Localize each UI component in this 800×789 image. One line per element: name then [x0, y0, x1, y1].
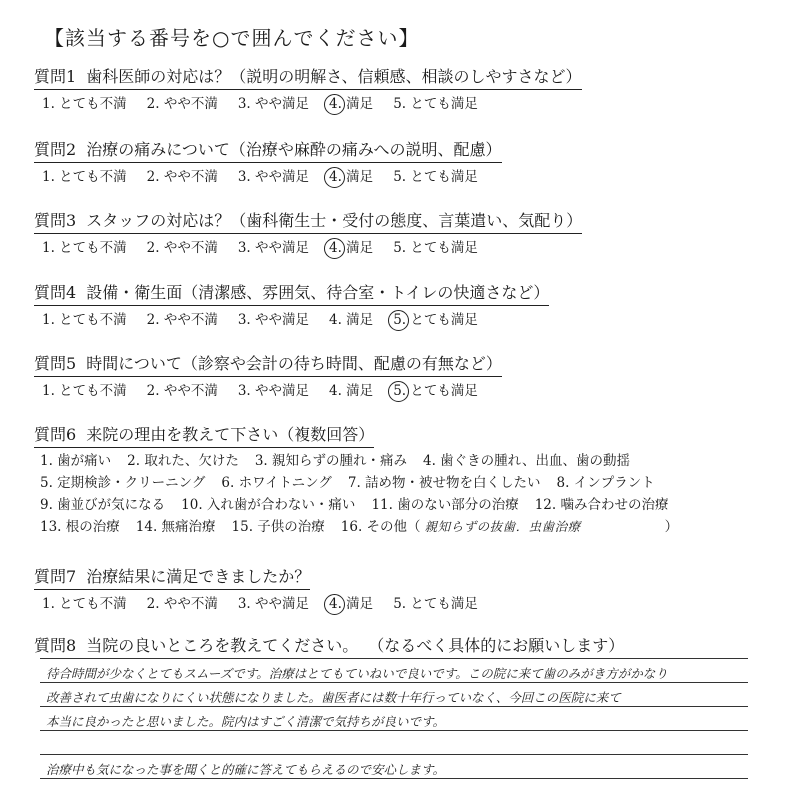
option-3[interactable]: 3. やや満足: [237, 240, 310, 256]
reason-5[interactable]: 5. 定期検診・クリーニング: [40, 475, 206, 491]
question-5-text: 時間について（診察や会計の待ち時間、配慮の有無など）: [86, 354, 502, 373]
answer-line: [40, 682, 748, 683]
question-4: [34, 282, 774, 331]
option-2[interactable]: 2. やや不満: [146, 383, 218, 399]
option-2[interactable]: 2. やや不満: [146, 96, 218, 112]
option-3[interactable]: 3. やや満足: [237, 312, 310, 328]
reason-11[interactable]: 11. 歯のない部分の治療: [371, 497, 519, 513]
option-1[interactable]: 1. とても不満: [42, 596, 127, 612]
other-handwritten-text[interactable]: 親知らずの抜歯．虫歯治療: [424, 519, 581, 534]
option-3[interactable]: 3. やや満足: [237, 383, 310, 399]
answer-line: [40, 754, 748, 755]
question-1-title: [34, 66, 582, 90]
option-2[interactable]: 2. やや不満: [146, 240, 218, 256]
answer-text-line-5: 治療中も気になった事を聞くと的確に答えてもらえるので安心します。: [46, 762, 446, 777]
option-2[interactable]: 2. やや不満: [146, 596, 218, 612]
option-2[interactable]: 2. やや不満: [146, 169, 218, 185]
question-8-number: 質問8: [34, 636, 77, 655]
question-3: [34, 210, 774, 259]
option-1[interactable]: 1. とても不満: [42, 383, 127, 399]
question-5-options: [34, 380, 774, 402]
question-6: [34, 424, 774, 538]
reason-2[interactable]: 2. 取れた、欠けた: [127, 453, 239, 469]
option-5[interactable]: 5. とても満足: [393, 169, 478, 185]
question-2-options: [34, 166, 774, 188]
question-3-options: [34, 237, 774, 259]
option-4-selected[interactable]: 4. 満足: [329, 593, 373, 615]
option-1[interactable]: 1. とても不満: [42, 96, 127, 112]
question-6-row-3: [34, 494, 774, 516]
answer-text-line-3: 本当に良かったと思いました。院内はすごく清潔で気持ちが良いです。: [46, 714, 446, 729]
answer-line: [40, 730, 748, 731]
option-2[interactable]: 2. やや不満: [146, 312, 218, 328]
option-4[interactable]: 4. 満足: [329, 312, 374, 328]
answer-line: [40, 658, 748, 659]
option-5[interactable]: 5. とても満足: [393, 240, 478, 256]
option-1[interactable]: 1. とても不満: [42, 312, 127, 328]
reason-6[interactable]: 6. ホワイトニング: [221, 475, 332, 491]
question-6-title: [34, 424, 374, 448]
reason-7[interactable]: 7. 詰め物・被せ物を白くしたい: [347, 475, 541, 491]
question-6-text: 来院の理由を教えて下さい（複数回答）: [86, 425, 375, 444]
option-4-selected[interactable]: 4. 満足: [329, 93, 373, 115]
reason-10[interactable]: 10. 入れ歯が合わない・痛い: [181, 497, 356, 513]
reason-1[interactable]: 1. 歯が痛い: [40, 453, 112, 469]
answer-line: [40, 706, 748, 707]
instruction-header: 【該当する番号を○で囲んでください】: [44, 26, 420, 50]
question-1-number: 質問1: [34, 67, 77, 86]
other-close-paren: ）: [664, 519, 679, 535]
reason-9[interactable]: 9. 歯並びが気になる: [40, 497, 166, 513]
option-5[interactable]: 5. とても満足: [393, 96, 478, 112]
option-3[interactable]: 3. やや満足: [237, 596, 310, 612]
question-7: [34, 566, 774, 615]
question-6-row-1: [34, 450, 774, 472]
question-4-title: [34, 282, 549, 306]
question-8-title: [34, 635, 624, 658]
option-3[interactable]: 3. やや満足: [237, 169, 310, 185]
option-4-selected[interactable]: 4. 満足: [329, 166, 373, 188]
question-7-text: 治療結果に満足できましたか？: [86, 567, 311, 586]
question-5: [34, 353, 774, 402]
question-4-number: 質問4: [34, 283, 77, 302]
option-1[interactable]: 1. とても不満: [42, 169, 127, 185]
question-8: [34, 635, 774, 658]
reason-13[interactable]: 13. 根の治療: [40, 519, 120, 535]
option-4-selected[interactable]: 4. 満足: [329, 237, 373, 259]
question-2: [34, 139, 774, 188]
option-5-selected[interactable]: 5. とても満足: [393, 380, 478, 402]
question-2-number: 質問2: [34, 140, 77, 159]
question-8-note: （なるべく具体的にお願いします）: [376, 636, 625, 655]
reason-12[interactable]: 12. 噛み合わせの治療: [534, 497, 669, 513]
question-2-title: [34, 139, 502, 163]
option-3[interactable]: 3. やや満足: [237, 96, 310, 112]
option-5[interactable]: 5. とても満足: [393, 596, 478, 612]
question-4-text: 設備・衛生面（清潔感、雰囲気、待合室・トイレの快適さなど）: [86, 283, 550, 302]
question-7-number: 質問7: [34, 567, 77, 586]
option-4[interactable]: 4. 満足: [329, 383, 374, 399]
answer-text-line-2: 改善されて虫歯になりにくい状態になりました。歯医者には数十年行っていなく、今回この医院に来て: [46, 690, 621, 705]
question-5-title: [34, 353, 502, 377]
question-1-options: [34, 93, 774, 115]
question-4-options: [34, 309, 774, 331]
question-1: [34, 66, 774, 115]
question-1-text: 歯科医師の対応は？（説明の明解さ、信頼感、相談のしやすさなど）: [86, 67, 582, 86]
reason-16-label: 16. その他（: [340, 519, 421, 535]
reason-8[interactable]: 8. インプラント: [556, 475, 655, 491]
question-6-number: 質問6: [34, 425, 77, 444]
question-3-number: 質問3: [34, 211, 77, 230]
reason-14[interactable]: 14. 無痛治療: [135, 519, 216, 535]
question-5-number: 質問5: [34, 354, 77, 373]
reason-16-other[interactable]: [341, 516, 678, 538]
option-1[interactable]: 1. とても不満: [42, 240, 127, 256]
option-5-selected[interactable]: 5. とても満足: [393, 309, 478, 331]
reason-4[interactable]: 4. 歯ぐきの腫れ、出血、歯の動揺: [423, 453, 630, 469]
question-6-row-2: [34, 472, 774, 494]
reason-3[interactable]: 3. 親知らずの腫れ・痛み: [254, 453, 408, 469]
question-2-text: 治療の痛みについて（治療や麻酔の痛みへの説明、配慮）: [86, 140, 502, 159]
question-3-title: [34, 210, 582, 234]
question-7-options: [34, 593, 774, 615]
question-7-title: [34, 566, 310, 590]
answer-text-line-1: 待合時間が少なくとてもスムーズです。治療はとてもていねいで良いです。この院に来て歯のみがき方がかなり: [46, 666, 668, 681]
question-6-row-4: [34, 516, 774, 538]
question-3-text: スタッフの対応は？（歯科衛生士・受付の態度、言葉遣い、気配り）: [86, 211, 583, 230]
answer-line: [40, 778, 748, 779]
question-8-text: 当院の良いところを教えてください。: [86, 636, 359, 655]
reason-15[interactable]: 15. 子供の治療: [231, 519, 325, 535]
